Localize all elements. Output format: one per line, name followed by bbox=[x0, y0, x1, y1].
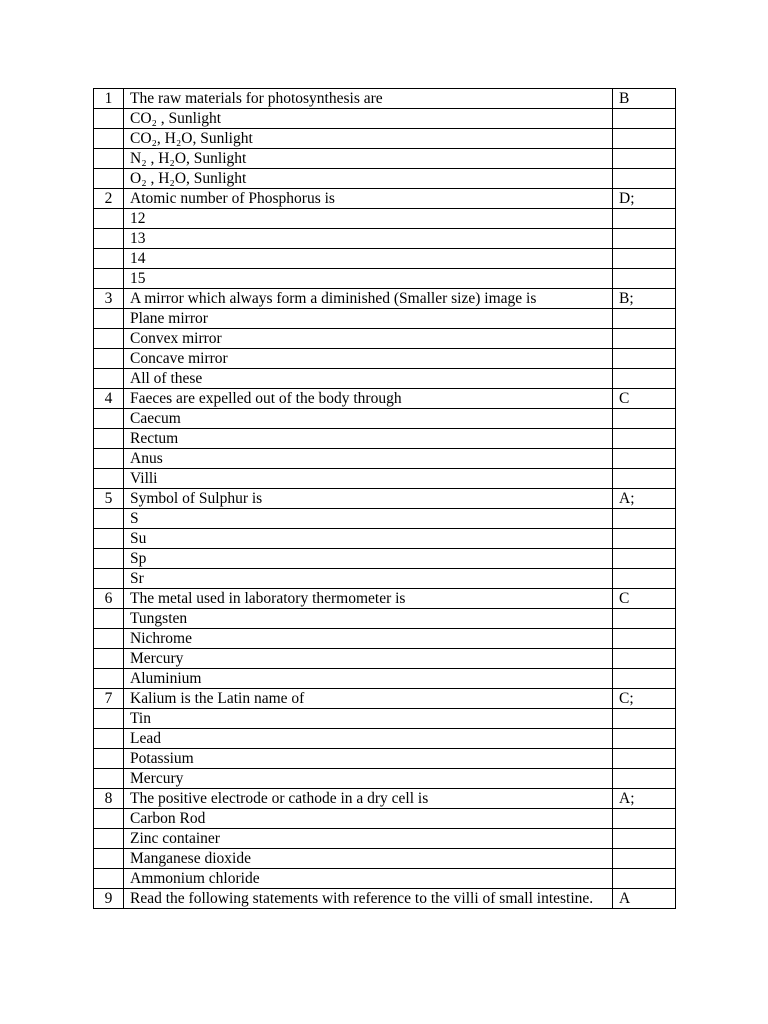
question-text: The metal used in laboratory thermometer is bbox=[124, 589, 613, 609]
empty-cell bbox=[94, 809, 124, 829]
empty-cell bbox=[94, 209, 124, 229]
question-number: 4 bbox=[94, 389, 124, 409]
option-row bbox=[94, 549, 676, 569]
option-text: 14 bbox=[124, 249, 613, 269]
option-row bbox=[94, 769, 676, 789]
question-row bbox=[94, 789, 676, 809]
empty-cell bbox=[94, 369, 124, 389]
question-text: The positive electrode or cathode in a dry cell is bbox=[124, 789, 613, 809]
option-text: Ammonium chloride bbox=[124, 869, 613, 889]
empty-cell bbox=[94, 849, 124, 869]
empty-cell bbox=[613, 729, 676, 749]
empty-cell bbox=[94, 109, 124, 129]
option-text: 12 bbox=[124, 209, 613, 229]
empty-cell bbox=[94, 469, 124, 489]
empty-cell bbox=[613, 609, 676, 629]
empty-cell bbox=[94, 149, 124, 169]
empty-cell bbox=[94, 569, 124, 589]
quiz-body bbox=[94, 89, 676, 909]
option-text: Tin bbox=[124, 709, 613, 729]
answer-key: C bbox=[613, 589, 676, 609]
option-text: N₂ , H₂O, Sunlight bbox=[124, 149, 613, 169]
option-text: Tungsten bbox=[124, 609, 613, 629]
question-number: 5 bbox=[94, 489, 124, 509]
option-row bbox=[94, 149, 676, 169]
option-text: Convex mirror bbox=[124, 329, 613, 349]
option-row bbox=[94, 249, 676, 269]
option-row bbox=[94, 109, 676, 129]
option-row bbox=[94, 449, 676, 469]
empty-cell bbox=[94, 309, 124, 329]
empty-cell bbox=[613, 349, 676, 369]
empty-cell bbox=[94, 729, 124, 749]
answer-key: C bbox=[613, 389, 676, 409]
empty-cell bbox=[613, 309, 676, 329]
question-row bbox=[94, 589, 676, 609]
option-text: Plane mirror bbox=[124, 309, 613, 329]
question-text: Symbol of Sulphur is bbox=[124, 489, 613, 509]
option-text: 13 bbox=[124, 229, 613, 249]
empty-cell bbox=[613, 769, 676, 789]
option-text: Nichrome bbox=[124, 629, 613, 649]
empty-cell bbox=[613, 549, 676, 569]
empty-cell bbox=[94, 669, 124, 689]
empty-cell bbox=[613, 669, 676, 689]
question-row bbox=[94, 689, 676, 709]
empty-cell bbox=[94, 509, 124, 529]
option-text: S bbox=[124, 509, 613, 529]
empty-cell bbox=[94, 269, 124, 289]
option-row bbox=[94, 349, 676, 369]
question-text: Kalium is the Latin name of bbox=[124, 689, 613, 709]
option-text: Potassium bbox=[124, 749, 613, 769]
option-row bbox=[94, 869, 676, 889]
option-text: Su bbox=[124, 529, 613, 549]
question-row bbox=[94, 889, 676, 909]
empty-cell bbox=[613, 849, 676, 869]
question-row bbox=[94, 189, 676, 209]
option-text: Sr bbox=[124, 569, 613, 589]
question-number: 1 bbox=[94, 89, 124, 109]
empty-cell bbox=[94, 429, 124, 449]
empty-cell bbox=[94, 549, 124, 569]
empty-cell bbox=[613, 209, 676, 229]
empty-cell bbox=[613, 149, 676, 169]
empty-cell bbox=[94, 249, 124, 269]
option-text: Caecum bbox=[124, 409, 613, 429]
option-row bbox=[94, 729, 676, 749]
answer-key: B bbox=[613, 89, 676, 109]
option-text: Lead bbox=[124, 729, 613, 749]
empty-cell bbox=[94, 449, 124, 469]
empty-cell bbox=[613, 749, 676, 769]
empty-cell bbox=[613, 569, 676, 589]
option-row bbox=[94, 569, 676, 589]
question-text: A mirror which always form a diminished (Smaller size) image is bbox=[124, 289, 613, 309]
option-row bbox=[94, 269, 676, 289]
option-row bbox=[94, 649, 676, 669]
empty-cell bbox=[94, 169, 124, 189]
option-text: CO₂, H₂O, Sunlight bbox=[124, 129, 613, 149]
option-row bbox=[94, 629, 676, 649]
empty-cell bbox=[94, 769, 124, 789]
empty-cell bbox=[94, 329, 124, 349]
empty-cell bbox=[94, 709, 124, 729]
question-number: 9 bbox=[94, 889, 124, 909]
option-row bbox=[94, 409, 676, 429]
answer-key: C; bbox=[613, 689, 676, 709]
empty-cell bbox=[613, 649, 676, 669]
empty-cell bbox=[613, 529, 676, 549]
empty-cell bbox=[613, 129, 676, 149]
option-row bbox=[94, 509, 676, 529]
option-row bbox=[94, 329, 676, 349]
option-text: Carbon Rod bbox=[124, 809, 613, 829]
question-number: 7 bbox=[94, 689, 124, 709]
question-row bbox=[94, 89, 676, 109]
option-text: O₂ , H₂O, Sunlight bbox=[124, 169, 613, 189]
option-row bbox=[94, 669, 676, 689]
answer-key: D; bbox=[613, 189, 676, 209]
empty-cell bbox=[94, 409, 124, 429]
empty-cell bbox=[94, 749, 124, 769]
option-row bbox=[94, 209, 676, 229]
option-text: Rectum bbox=[124, 429, 613, 449]
answer-key: A; bbox=[613, 489, 676, 509]
question-text: Atomic number of Phosphorus is bbox=[124, 189, 613, 209]
empty-cell bbox=[94, 529, 124, 549]
option-text: Mercury bbox=[124, 649, 613, 669]
option-text: Aluminium bbox=[124, 669, 613, 689]
empty-cell bbox=[613, 629, 676, 649]
empty-cell bbox=[94, 609, 124, 629]
question-text: The raw materials for photosynthesis are bbox=[124, 89, 613, 109]
option-text: Manganese dioxide bbox=[124, 849, 613, 869]
answer-key: A; bbox=[613, 789, 676, 809]
empty-cell bbox=[613, 369, 676, 389]
question-number: 2 bbox=[94, 189, 124, 209]
empty-cell bbox=[613, 269, 676, 289]
empty-cell bbox=[613, 229, 676, 249]
empty-cell bbox=[613, 169, 676, 189]
question-number: 3 bbox=[94, 289, 124, 309]
quiz-table bbox=[93, 88, 676, 909]
option-row bbox=[94, 309, 676, 329]
question-row bbox=[94, 389, 676, 409]
empty-cell bbox=[94, 349, 124, 369]
option-text: Sp bbox=[124, 549, 613, 569]
option-row bbox=[94, 369, 676, 389]
answer-key: B; bbox=[613, 289, 676, 309]
option-row bbox=[94, 809, 676, 829]
option-row bbox=[94, 749, 676, 769]
empty-cell bbox=[94, 229, 124, 249]
empty-cell bbox=[613, 109, 676, 129]
question-text: Read the following statements with reference to the villi of small intestine. bbox=[124, 889, 613, 909]
empty-cell bbox=[613, 469, 676, 489]
option-row bbox=[94, 609, 676, 629]
empty-cell bbox=[613, 829, 676, 849]
empty-cell bbox=[94, 829, 124, 849]
answer-key: A bbox=[613, 889, 676, 909]
option-row bbox=[94, 229, 676, 249]
empty-cell bbox=[94, 629, 124, 649]
empty-cell bbox=[613, 429, 676, 449]
question-number: 8 bbox=[94, 789, 124, 809]
empty-cell bbox=[613, 709, 676, 729]
option-text: All of these bbox=[124, 369, 613, 389]
option-row bbox=[94, 129, 676, 149]
option-text: 15 bbox=[124, 269, 613, 289]
option-text: Villi bbox=[124, 469, 613, 489]
option-text: Concave mirror bbox=[124, 349, 613, 369]
empty-cell bbox=[613, 249, 676, 269]
option-row bbox=[94, 709, 676, 729]
option-row bbox=[94, 849, 676, 869]
empty-cell bbox=[94, 129, 124, 149]
empty-cell bbox=[613, 329, 676, 349]
empty-cell bbox=[613, 449, 676, 469]
option-text: Anus bbox=[124, 449, 613, 469]
empty-cell bbox=[94, 649, 124, 669]
empty-cell bbox=[613, 409, 676, 429]
option-row bbox=[94, 829, 676, 849]
option-row bbox=[94, 529, 676, 549]
empty-cell bbox=[94, 869, 124, 889]
option-row bbox=[94, 429, 676, 449]
option-text: Zinc container bbox=[124, 829, 613, 849]
option-row bbox=[94, 169, 676, 189]
question-row bbox=[94, 489, 676, 509]
question-number: 6 bbox=[94, 589, 124, 609]
question-row bbox=[94, 289, 676, 309]
empty-cell bbox=[613, 809, 676, 829]
empty-cell bbox=[613, 509, 676, 529]
empty-cell bbox=[613, 869, 676, 889]
option-text: Mercury bbox=[124, 769, 613, 789]
question-text: Faeces are expelled out of the body through bbox=[124, 389, 613, 409]
option-row bbox=[94, 469, 676, 489]
option-text: CO₂ , Sunlight bbox=[124, 109, 613, 129]
